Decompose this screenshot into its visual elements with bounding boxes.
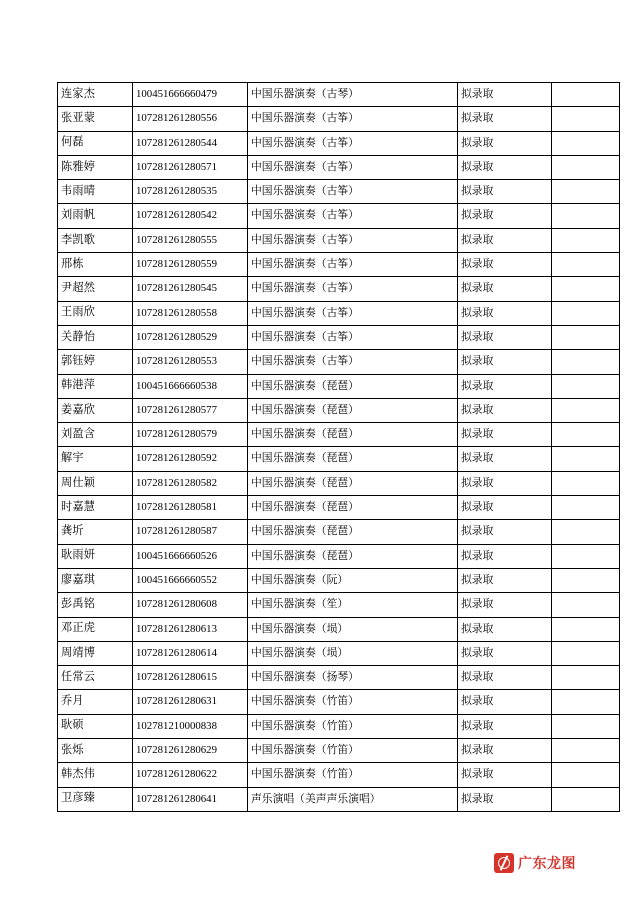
- roster-table-body: [58, 83, 620, 812]
- candidate-id: 107281261280631: [133, 690, 248, 714]
- watermark: [494, 853, 576, 873]
- candidate-name: 韩杰伟: [58, 763, 133, 787]
- candidate-name: 关静怡: [58, 325, 133, 349]
- candidate-name: 连家杰: [58, 83, 133, 107]
- candidate-id: 100451666660526: [133, 544, 248, 568]
- candidate-id: 107281261280581: [133, 496, 248, 520]
- candidate-major: 中国乐器演奏（古筝）: [248, 301, 458, 325]
- candidate-status: 拟录取: [458, 83, 552, 107]
- candidate-major: 中国乐器演奏（古筝）: [248, 131, 458, 155]
- candidate-status: 拟录取: [458, 568, 552, 592]
- candidate-status: 拟录取: [458, 714, 552, 738]
- candidate-id: 107281261280559: [133, 253, 248, 277]
- candidate-major: 中国乐器演奏（古筝）: [248, 107, 458, 131]
- candidate-status: 拟录取: [458, 350, 552, 374]
- candidate-major: 中国乐器演奏（竹笛）: [248, 763, 458, 787]
- candidate-status: 拟录取: [458, 666, 552, 690]
- candidate-remark: [552, 787, 620, 811]
- candidate-id: 107281261280535: [133, 180, 248, 204]
- candidate-id: 107281261280613: [133, 617, 248, 641]
- candidate-name: 陈雅婷: [58, 155, 133, 179]
- candidate-name: 任常云: [58, 666, 133, 690]
- table-row: [58, 325, 620, 349]
- candidate-remark: [552, 617, 620, 641]
- table-row: [58, 496, 620, 520]
- candidate-major: 中国乐器演奏（古筝）: [248, 204, 458, 228]
- candidate-id: 100451666660552: [133, 568, 248, 592]
- candidate-name: 周仕颖: [58, 471, 133, 495]
- candidate-id: 107281261280608: [133, 593, 248, 617]
- candidate-remark: [552, 253, 620, 277]
- candidate-id: 107281261280614: [133, 641, 248, 665]
- candidate-name: 韦雨晴: [58, 180, 133, 204]
- table-row: [58, 253, 620, 277]
- candidate-name: 何磊: [58, 131, 133, 155]
- candidate-remark: [552, 568, 620, 592]
- table-row: [58, 763, 620, 787]
- table-row: [58, 107, 620, 131]
- table-row: [58, 568, 620, 592]
- candidate-remark: [552, 277, 620, 301]
- candidate-status: 拟录取: [458, 520, 552, 544]
- candidate-id: 107281261280587: [133, 520, 248, 544]
- table-row: [58, 83, 620, 107]
- candidate-major: 中国乐器演奏（古筝）: [248, 325, 458, 349]
- candidate-id: 107281261280629: [133, 739, 248, 763]
- candidate-major: 中国乐器演奏（埙）: [248, 617, 458, 641]
- candidate-remark: [552, 107, 620, 131]
- table-row: [58, 131, 620, 155]
- candidate-remark: [552, 641, 620, 665]
- candidate-status: 拟录取: [458, 155, 552, 179]
- candidate-name: 时嘉慧: [58, 496, 133, 520]
- candidate-status: 拟录取: [458, 763, 552, 787]
- candidate-status: 拟录取: [458, 374, 552, 398]
- candidate-name: 彭禹铭: [58, 593, 133, 617]
- candidate-name: 龚圻: [58, 520, 133, 544]
- candidate-status: 拟录取: [458, 690, 552, 714]
- candidate-status: 拟录取: [458, 131, 552, 155]
- candidate-id: 107281261280582: [133, 471, 248, 495]
- candidate-remark: [552, 496, 620, 520]
- candidate-remark: [552, 374, 620, 398]
- candidate-status: 拟录取: [458, 641, 552, 665]
- table-row: [58, 155, 620, 179]
- candidate-remark: [552, 131, 620, 155]
- candidate-status: 拟录取: [458, 253, 552, 277]
- candidate-status: 拟录取: [458, 447, 552, 471]
- candidate-name: 耿硕: [58, 714, 133, 738]
- candidate-remark: [552, 83, 620, 107]
- table-row: [58, 520, 620, 544]
- candidate-name: 解宇: [58, 447, 133, 471]
- candidate-major: 中国乐器演奏（琵琶）: [248, 447, 458, 471]
- candidate-major: 中国乐器演奏（古筝）: [248, 277, 458, 301]
- candidate-status: 拟录取: [458, 739, 552, 763]
- candidate-major: 中国乐器演奏（古琴）: [248, 83, 458, 107]
- candidate-major: 中国乐器演奏（古筝）: [248, 228, 458, 252]
- candidate-remark: [552, 520, 620, 544]
- table-row: [58, 617, 620, 641]
- candidate-id: 107281261280622: [133, 763, 248, 787]
- candidate-major: 中国乐器演奏（笙）: [248, 593, 458, 617]
- brand-logo-icon: [494, 853, 514, 873]
- candidate-id: 107281261280577: [133, 398, 248, 422]
- candidate-major: 声乐演唱（美声声乐演唱）: [248, 787, 458, 811]
- candidate-major: 中国乐器演奏（古筝）: [248, 350, 458, 374]
- candidate-status: 拟录取: [458, 325, 552, 349]
- candidate-major: 中国乐器演奏（琵琶）: [248, 520, 458, 544]
- candidate-remark: [552, 739, 620, 763]
- candidate-id: 100451666660538: [133, 374, 248, 398]
- candidate-id: 107281261280545: [133, 277, 248, 301]
- table-row: [58, 204, 620, 228]
- candidate-remark: [552, 690, 620, 714]
- candidate-status: 拟录取: [458, 301, 552, 325]
- candidate-remark: [552, 544, 620, 568]
- candidate-name: 邓正虎: [58, 617, 133, 641]
- candidate-name: 廖嘉琪: [58, 568, 133, 592]
- candidate-name: 刘雨帆: [58, 204, 133, 228]
- table-row: [58, 228, 620, 252]
- candidate-id: 107281261280592: [133, 447, 248, 471]
- candidate-remark: [552, 180, 620, 204]
- table-row: [58, 398, 620, 422]
- candidate-id: 107281261280529: [133, 325, 248, 349]
- table-row: [58, 301, 620, 325]
- candidate-name: 邢栋: [58, 253, 133, 277]
- candidate-name: 韩港萍: [58, 374, 133, 398]
- candidate-major: 中国乐器演奏（琵琶）: [248, 544, 458, 568]
- candidate-status: 拟录取: [458, 787, 552, 811]
- candidate-name: 姜嘉欣: [58, 398, 133, 422]
- candidate-remark: [552, 714, 620, 738]
- candidate-remark: [552, 350, 620, 374]
- candidate-id: 107281261280579: [133, 423, 248, 447]
- candidate-name: 张烁: [58, 739, 133, 763]
- candidate-major: 中国乐器演奏（古筝）: [248, 253, 458, 277]
- table-row: [58, 666, 620, 690]
- candidate-status: 拟录取: [458, 496, 552, 520]
- candidate-name: 耿雨妍: [58, 544, 133, 568]
- roster-table-container: [57, 82, 584, 812]
- candidate-major: 中国乐器演奏（琵琶）: [248, 471, 458, 495]
- candidate-name: 刘盈含: [58, 423, 133, 447]
- table-row: [58, 714, 620, 738]
- candidate-status: 拟录取: [458, 180, 552, 204]
- candidate-status: 拟录取: [458, 204, 552, 228]
- candidate-id: 107281261280553: [133, 350, 248, 374]
- table-row: [58, 787, 620, 811]
- table-row: [58, 350, 620, 374]
- candidate-id: 107281261280558: [133, 301, 248, 325]
- candidate-id: 100451666660479: [133, 83, 248, 107]
- candidate-name: 李凯歌: [58, 228, 133, 252]
- candidate-status: 拟录取: [458, 107, 552, 131]
- candidate-status: 拟录取: [458, 617, 552, 641]
- candidate-remark: [552, 204, 620, 228]
- candidate-remark: [552, 301, 620, 325]
- candidate-status: 拟录取: [458, 277, 552, 301]
- candidate-id: 102781210000838: [133, 714, 248, 738]
- candidate-major: 中国乐器演奏（阮）: [248, 568, 458, 592]
- candidate-id: 107281261280556: [133, 107, 248, 131]
- candidate-remark: [552, 471, 620, 495]
- table-row: [58, 423, 620, 447]
- table-row: [58, 739, 620, 763]
- table-row: [58, 180, 620, 204]
- candidate-status: 拟录取: [458, 471, 552, 495]
- candidate-name: 郭钰婷: [58, 350, 133, 374]
- candidate-remark: [552, 763, 620, 787]
- candidate-major: 中国乐器演奏（琵琶）: [248, 423, 458, 447]
- candidate-major: 中国乐器演奏（古筝）: [248, 155, 458, 179]
- candidate-id: 107281261280542: [133, 204, 248, 228]
- candidate-name: 尹超然: [58, 277, 133, 301]
- candidate-id: 107281261280641: [133, 787, 248, 811]
- roster-table: [57, 82, 620, 812]
- candidate-status: 拟录取: [458, 398, 552, 422]
- candidate-remark: [552, 447, 620, 471]
- candidate-major: 中国乐器演奏（琵琶）: [248, 496, 458, 520]
- candidate-major: 中国乐器演奏（琵琶）: [248, 398, 458, 422]
- candidate-name: 张亚蒙: [58, 107, 133, 131]
- candidate-remark: [552, 423, 620, 447]
- table-row: [58, 471, 620, 495]
- table-row: [58, 593, 620, 617]
- candidate-name: 卫彦臻: [58, 787, 133, 811]
- candidate-id: 107281261280555: [133, 228, 248, 252]
- candidate-major: 中国乐器演奏（扬琴）: [248, 666, 458, 690]
- candidate-name: 周靖博: [58, 641, 133, 665]
- table-row: [58, 447, 620, 471]
- candidate-status: 拟录取: [458, 544, 552, 568]
- candidate-major: 中国乐器演奏（埙）: [248, 641, 458, 665]
- candidate-remark: [552, 666, 620, 690]
- candidate-status: 拟录取: [458, 423, 552, 447]
- candidate-id: 107281261280571: [133, 155, 248, 179]
- table-row: [58, 374, 620, 398]
- candidate-remark: [552, 593, 620, 617]
- candidate-remark: [552, 155, 620, 179]
- candidate-major: 中国乐器演奏（竹笛）: [248, 714, 458, 738]
- candidate-status: 拟录取: [458, 228, 552, 252]
- table-row: [58, 641, 620, 665]
- watermark-label: 广东龙图: [518, 855, 576, 871]
- table-row: [58, 277, 620, 301]
- candidate-id: 107281261280615: [133, 666, 248, 690]
- candidate-id: 107281261280544: [133, 131, 248, 155]
- candidate-status: 拟录取: [458, 593, 552, 617]
- candidate-major: 中国乐器演奏（竹笛）: [248, 690, 458, 714]
- candidate-remark: [552, 325, 620, 349]
- table-row: [58, 690, 620, 714]
- candidate-major: 中国乐器演奏（竹笛）: [248, 739, 458, 763]
- candidate-major: 中国乐器演奏（琵琶）: [248, 374, 458, 398]
- candidate-name: 乔月: [58, 690, 133, 714]
- candidate-major: 中国乐器演奏（古筝）: [248, 180, 458, 204]
- table-row: [58, 544, 620, 568]
- candidate-remark: [552, 228, 620, 252]
- candidate-name: 王雨欣: [58, 301, 133, 325]
- candidate-remark: [552, 398, 620, 422]
